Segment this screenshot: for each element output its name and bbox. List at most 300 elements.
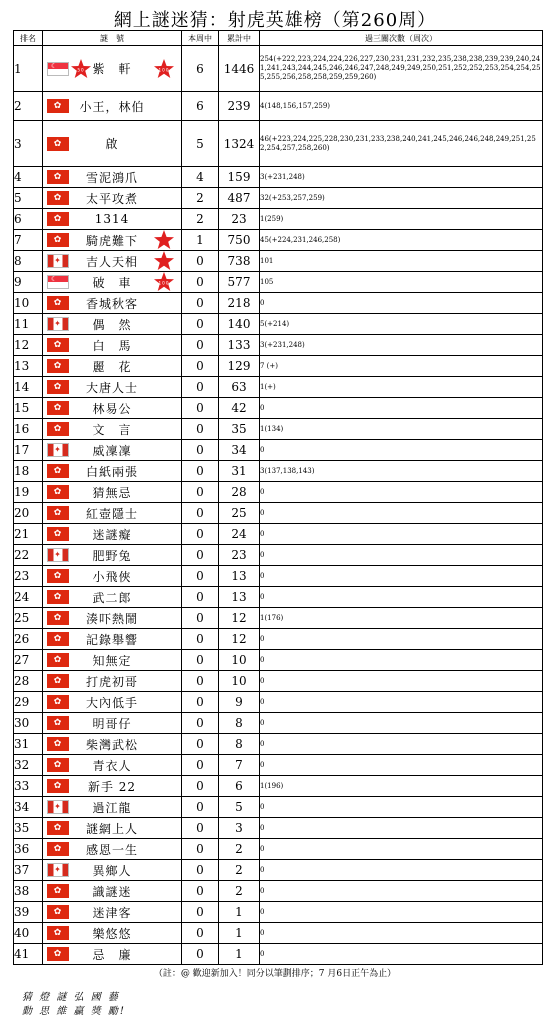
total-count-cell: 24 xyxy=(219,524,260,545)
history-cell: 0 xyxy=(260,524,543,545)
week-count-cell: 0 xyxy=(182,734,219,755)
canada-flag-icon xyxy=(47,863,69,877)
name-cell xyxy=(43,482,182,503)
player-name: 1314 xyxy=(94,212,130,226)
history-cell: 1(259) xyxy=(260,209,543,230)
player-name: 異鄉人 xyxy=(92,863,132,878)
rank-cell: 34 xyxy=(14,797,43,818)
name-cell xyxy=(43,587,182,608)
hong-kong-flag-icon xyxy=(47,170,69,184)
rank-cell: 1 xyxy=(14,46,43,92)
rank-cell: 24 xyxy=(14,587,43,608)
total-count-cell: 28 xyxy=(219,482,260,503)
table-header-row xyxy=(14,31,543,46)
total-count-cell: 239 xyxy=(219,92,260,121)
week-count-cell: 4 xyxy=(182,167,219,188)
total-count-cell: 7 xyxy=(219,755,260,776)
history-cell: 1(196) xyxy=(260,776,543,797)
rank-cell: 13 xyxy=(14,356,43,377)
total-count-cell: 31 xyxy=(219,461,260,482)
total-count-cell: 1446 xyxy=(219,46,260,92)
hong-kong-flag-icon xyxy=(47,632,69,646)
player-name: 迷謎癡 xyxy=(92,527,132,542)
hong-kong-flag-icon xyxy=(47,233,69,247)
player-name: 打虎初哥 xyxy=(85,674,138,689)
total-count-cell: 750 xyxy=(219,230,260,251)
player-name: 猜無忌 xyxy=(92,485,132,500)
name-cell xyxy=(43,461,182,482)
table-row xyxy=(14,902,543,923)
table-row xyxy=(14,377,543,398)
total-count-cell: 10 xyxy=(219,671,260,692)
canada-flag-icon xyxy=(47,548,69,562)
hong-kong-flag-icon xyxy=(47,695,69,709)
total-count-cell: 577 xyxy=(219,272,260,293)
history-cell: 1(134) xyxy=(260,419,543,440)
rank-cell: 18 xyxy=(14,461,43,482)
name-cell xyxy=(43,440,182,461)
table-row xyxy=(14,734,543,755)
star-icon xyxy=(153,230,175,251)
week-count-cell: 0 xyxy=(182,944,219,965)
name-cell xyxy=(43,335,182,356)
table-row xyxy=(14,272,543,293)
canada-flag-icon xyxy=(47,317,69,331)
week-count-cell: 0 xyxy=(182,608,219,629)
rank-cell: 22 xyxy=(14,545,43,566)
hong-kong-flag-icon xyxy=(47,99,69,113)
hong-kong-flag-icon xyxy=(47,422,69,436)
name-cell xyxy=(43,356,182,377)
hong-kong-flag-icon xyxy=(47,359,69,373)
player-name: 忌 廉 xyxy=(92,947,132,962)
history-cell: 7 (+) xyxy=(260,356,543,377)
history-cell: 0 xyxy=(260,818,543,839)
rank-cell: 37 xyxy=(14,860,43,881)
table-row xyxy=(14,923,543,944)
history-cell: 0 xyxy=(260,650,543,671)
star-50-badge xyxy=(70,58,92,80)
week-count-cell: 0 xyxy=(182,335,219,356)
rank-cell: 3 xyxy=(14,121,43,167)
history-cell: 0 xyxy=(260,734,543,755)
week-count-cell: 6 xyxy=(182,46,219,92)
total-count-cell: 8 xyxy=(219,734,260,755)
hong-kong-flag-icon xyxy=(47,296,69,310)
rank-cell: 27 xyxy=(14,650,43,671)
hong-kong-flag-icon xyxy=(47,884,69,898)
name-cell xyxy=(43,629,182,650)
player-name: 林易公 xyxy=(92,401,132,416)
total-count-cell: 42 xyxy=(219,398,260,419)
header-rank: 排名 xyxy=(14,31,43,46)
hong-kong-flag-icon xyxy=(47,137,69,151)
table-row xyxy=(14,881,543,902)
history-cell: 4(148,156,157,259) xyxy=(260,92,543,121)
hong-kong-flag-icon xyxy=(47,464,69,478)
history-cell: 0 xyxy=(260,440,543,461)
week-count-cell: 0 xyxy=(182,503,219,524)
header-total: 累計中 xyxy=(219,31,260,46)
week-count-cell: 0 xyxy=(182,629,219,650)
week-count-cell: 0 xyxy=(182,398,219,419)
history-cell: 0 xyxy=(260,398,543,419)
rank-cell: 7 xyxy=(14,230,43,251)
week-count-cell: 0 xyxy=(182,377,219,398)
history-cell: 0 xyxy=(260,293,543,314)
rank-cell: 35 xyxy=(14,818,43,839)
name-cell xyxy=(43,839,182,860)
ranking-table xyxy=(13,30,543,965)
table-row xyxy=(14,818,543,839)
week-count-cell: 0 xyxy=(182,251,219,272)
player-name: 白紙兩張 xyxy=(85,464,138,479)
player-name: 肥野兔 xyxy=(92,548,132,563)
total-count-cell: 1 xyxy=(219,923,260,944)
hong-kong-flag-icon xyxy=(47,401,69,415)
week-count-cell: 0 xyxy=(182,587,219,608)
table-row xyxy=(14,440,543,461)
rank-cell: 28 xyxy=(14,671,43,692)
player-name: 白 馬 xyxy=(92,338,132,353)
rank-cell: 4 xyxy=(14,167,43,188)
rank-cell: 29 xyxy=(14,692,43,713)
table-row xyxy=(14,692,543,713)
table-row xyxy=(14,188,543,209)
table-row xyxy=(14,356,543,377)
total-count-cell: 2 xyxy=(219,860,260,881)
total-count-cell: 738 xyxy=(219,251,260,272)
total-count-cell: 23 xyxy=(219,209,260,230)
hong-kong-flag-icon xyxy=(47,527,69,541)
star-100-badge xyxy=(153,58,175,80)
rank-cell: 36 xyxy=(14,839,43,860)
week-count-cell: 0 xyxy=(182,566,219,587)
player-name: 啟 xyxy=(105,137,119,151)
name-cell xyxy=(43,314,182,335)
history-cell: 0 xyxy=(260,944,543,965)
history-cell: 0 xyxy=(260,923,543,944)
player-name: 知無定 xyxy=(92,653,132,668)
name-cell xyxy=(43,650,182,671)
name-cell xyxy=(43,293,182,314)
history-cell: 0 xyxy=(260,587,543,608)
history-cell: 254(+222,223,224,224,226,227,230,231,231,232,235,238,238,239,239,240,241,241,243,244,245,246,246,247,248,249,249,250,251,252,252,253,254,254,255,255,256,258,258,259,259,260) xyxy=(260,46,543,92)
hong-kong-flag-icon xyxy=(47,380,69,394)
total-count-cell: 487 xyxy=(219,188,260,209)
table-row xyxy=(14,335,543,356)
player-name: 樂悠悠 xyxy=(92,926,132,941)
hong-kong-flag-icon xyxy=(47,674,69,688)
rank-cell: 19 xyxy=(14,482,43,503)
week-count-cell: 0 xyxy=(182,881,219,902)
history-cell: 105 xyxy=(260,272,543,293)
total-count-cell: 10 xyxy=(219,650,260,671)
rank-cell: 23 xyxy=(14,566,43,587)
history-cell: 45(+224,231,246,258) xyxy=(260,230,543,251)
week-count-cell: 0 xyxy=(182,461,219,482)
table-row xyxy=(14,398,543,419)
name-cell xyxy=(43,419,182,440)
table-row xyxy=(14,713,543,734)
hong-kong-flag-icon xyxy=(47,569,69,583)
rank-cell: 40 xyxy=(14,923,43,944)
player-name: 感恩一生 xyxy=(85,842,138,857)
hong-kong-flag-icon xyxy=(47,758,69,772)
total-count-cell: 63 xyxy=(219,377,260,398)
rank-cell: 15 xyxy=(14,398,43,419)
name-cell xyxy=(43,272,182,293)
history-cell: 0 xyxy=(260,902,543,923)
table-row xyxy=(14,671,543,692)
rank-cell: 41 xyxy=(14,944,43,965)
history-cell: 3(+231,248) xyxy=(260,167,543,188)
rank-cell: 10 xyxy=(14,293,43,314)
rank-cell: 16 xyxy=(14,419,43,440)
history-cell: 0 xyxy=(260,839,543,860)
week-count-cell: 6 xyxy=(182,92,219,121)
slogan-line-1: 猜 燈 謎 弘 國 藝 xyxy=(22,992,120,1003)
player-name: 小王，林伯 xyxy=(79,99,145,114)
table-row xyxy=(14,860,543,881)
player-name: 威凜凜 xyxy=(92,443,132,458)
week-count-cell: 2 xyxy=(182,188,219,209)
hong-kong-flag-icon xyxy=(47,506,69,520)
total-count-cell: 1324 xyxy=(219,121,260,167)
week-count-cell: 0 xyxy=(182,293,219,314)
name-cell xyxy=(43,860,182,881)
player-name: 文 言 xyxy=(92,422,132,437)
name-cell xyxy=(43,377,182,398)
hong-kong-flag-icon xyxy=(47,926,69,940)
total-count-cell: 25 xyxy=(219,503,260,524)
history-cell: 0 xyxy=(260,755,543,776)
star-icon xyxy=(153,251,175,272)
player-name: 青衣人 xyxy=(92,758,132,773)
table-row xyxy=(14,755,543,776)
total-count-cell: 1 xyxy=(219,902,260,923)
table-row xyxy=(14,608,543,629)
total-count-cell: 12 xyxy=(219,629,260,650)
player-name: 過江龍 xyxy=(92,800,132,815)
week-count-cell: 0 xyxy=(182,356,219,377)
total-count-cell: 133 xyxy=(219,335,260,356)
hong-kong-flag-icon xyxy=(47,779,69,793)
total-count-cell: 6 xyxy=(219,776,260,797)
table-row xyxy=(14,251,543,272)
header-history: 過三關次數（周次） xyxy=(260,31,543,46)
name-cell xyxy=(43,608,182,629)
hong-kong-flag-icon xyxy=(47,485,69,499)
header-name: 謎 號 xyxy=(43,31,182,46)
week-count-cell: 0 xyxy=(182,839,219,860)
name-cell xyxy=(43,713,182,734)
name-cell xyxy=(43,251,182,272)
player-name: 小飛俠 xyxy=(92,569,132,584)
week-count-cell: 0 xyxy=(182,419,219,440)
name-cell xyxy=(43,209,182,230)
history-cell: 0 xyxy=(260,503,543,524)
player-name: 武二郎 xyxy=(92,590,132,605)
table-row xyxy=(14,587,543,608)
history-cell: 0 xyxy=(260,566,543,587)
name-cell xyxy=(43,503,182,524)
rank-cell: 31 xyxy=(14,734,43,755)
week-count-cell: 2 xyxy=(182,209,219,230)
week-count-cell: 0 xyxy=(182,524,219,545)
star-label: 50 xyxy=(77,66,85,72)
week-count-cell: 1 xyxy=(182,230,219,251)
rank-cell: 9 xyxy=(14,272,43,293)
star-100-badge xyxy=(153,272,175,293)
name-cell xyxy=(43,923,182,944)
total-count-cell: 13 xyxy=(219,587,260,608)
rank-cell: 14 xyxy=(14,377,43,398)
hong-kong-flag-icon xyxy=(47,737,69,751)
history-cell: 3(137,138,143) xyxy=(260,461,543,482)
header-week: 本周中 xyxy=(182,31,219,46)
total-count-cell: 12 xyxy=(219,608,260,629)
rank-cell: 12 xyxy=(14,335,43,356)
total-count-cell: 34 xyxy=(219,440,260,461)
week-count-cell: 0 xyxy=(182,923,219,944)
hong-kong-flag-icon xyxy=(47,947,69,961)
table-row xyxy=(14,293,543,314)
week-count-cell: 0 xyxy=(182,902,219,923)
week-count-cell: 0 xyxy=(182,482,219,503)
history-cell: 32(+253,257,259) xyxy=(260,188,543,209)
hong-kong-flag-icon xyxy=(47,653,69,667)
table-row xyxy=(14,419,543,440)
hong-kong-flag-icon xyxy=(47,338,69,352)
total-count-cell: 5 xyxy=(219,797,260,818)
table-row xyxy=(14,46,543,92)
name-cell xyxy=(43,881,182,902)
player-name: 吉人天相 xyxy=(85,254,138,269)
total-count-cell: 3 xyxy=(219,818,260,839)
week-count-cell: 0 xyxy=(182,272,219,293)
canada-flag-icon xyxy=(47,443,69,457)
week-count-cell: 5 xyxy=(182,121,219,167)
name-cell xyxy=(43,121,182,167)
history-cell: 0 xyxy=(260,671,543,692)
history-cell: 3(+231,248) xyxy=(260,335,543,356)
week-count-cell: 0 xyxy=(182,860,219,881)
history-cell: 0 xyxy=(260,482,543,503)
rank-cell: 26 xyxy=(14,629,43,650)
table-row xyxy=(14,482,543,503)
total-count-cell: 35 xyxy=(219,419,260,440)
total-count-cell: 1 xyxy=(219,944,260,965)
player-name: 騎虎難下 xyxy=(85,233,138,248)
hong-kong-flag-icon xyxy=(47,842,69,856)
canada-flag-icon xyxy=(47,254,69,268)
rank-cell: 17 xyxy=(14,440,43,461)
table-row xyxy=(14,230,543,251)
table-row xyxy=(14,92,543,121)
table-row xyxy=(14,545,543,566)
name-cell xyxy=(43,46,182,92)
rank-cell: 11 xyxy=(14,314,43,335)
history-cell: 1(176) xyxy=(260,608,543,629)
week-count-cell: 0 xyxy=(182,671,219,692)
table-row xyxy=(14,524,543,545)
name-cell xyxy=(43,797,182,818)
name-cell xyxy=(43,902,182,923)
history-cell: 5(+214) xyxy=(260,314,543,335)
table-row xyxy=(14,650,543,671)
player-name: 謎網上人 xyxy=(85,821,138,836)
page-title: 網上謎迷猜：射虎英雄榜（第260周） xyxy=(113,10,437,31)
star-label: 100 xyxy=(158,66,170,72)
week-count-cell: 0 xyxy=(182,650,219,671)
rank-cell: 2 xyxy=(14,92,43,121)
player-name: 大內低手 xyxy=(85,695,138,710)
name-cell xyxy=(43,671,182,692)
total-count-cell: 8 xyxy=(219,713,260,734)
player-name: 新手 22 xyxy=(87,779,137,794)
name-cell xyxy=(43,776,182,797)
week-count-cell: 0 xyxy=(182,314,219,335)
player-name: 紫 軒 xyxy=(92,62,132,76)
hong-kong-flag-icon xyxy=(47,590,69,604)
name-cell xyxy=(43,92,182,121)
rank-cell: 21 xyxy=(14,524,43,545)
name-cell xyxy=(43,188,182,209)
table-row xyxy=(14,121,543,167)
player-name: 明哥仔 xyxy=(92,716,132,731)
rank-cell: 33 xyxy=(14,776,43,797)
player-name: 迷津客 xyxy=(92,905,132,920)
hong-kong-flag-icon xyxy=(47,905,69,919)
player-name: 偶 然 xyxy=(92,317,132,332)
history-cell: 0 xyxy=(260,713,543,734)
table-row xyxy=(14,797,543,818)
name-cell xyxy=(43,524,182,545)
star-label: 100 xyxy=(158,280,170,286)
hong-kong-flag-icon xyxy=(47,611,69,625)
total-count-cell: 218 xyxy=(219,293,260,314)
table-row xyxy=(14,314,543,335)
name-cell xyxy=(43,545,182,566)
history-cell: 0 xyxy=(260,629,543,650)
rank-cell: 6 xyxy=(14,209,43,230)
total-count-cell: 23 xyxy=(219,545,260,566)
name-cell xyxy=(43,944,182,965)
week-count-cell: 0 xyxy=(182,755,219,776)
rank-cell: 8 xyxy=(14,251,43,272)
player-name: 香城秋客 xyxy=(85,296,138,311)
name-cell xyxy=(43,167,182,188)
singapore-flag-icon xyxy=(47,62,69,76)
rank-cell: 25 xyxy=(14,608,43,629)
slogan-line-2: 動 思 維 贏 獎 勵! xyxy=(22,1006,126,1017)
name-cell xyxy=(43,566,182,587)
hong-kong-flag-icon xyxy=(47,191,69,205)
total-count-cell: 140 xyxy=(219,314,260,335)
week-count-cell: 0 xyxy=(182,713,219,734)
history-cell: 46(+223,224,225,228,230,231,233,238,240,241,245,246,246,248,249,251,252,254,257,258,260) xyxy=(260,121,543,167)
history-cell: 1(+) xyxy=(260,377,543,398)
player-name: 識謎迷 xyxy=(92,884,132,899)
history-cell: 0 xyxy=(260,797,543,818)
table-row xyxy=(14,566,543,587)
table-row xyxy=(14,776,543,797)
name-cell xyxy=(43,398,182,419)
player-name: 雪泥鴻爪 xyxy=(85,170,138,185)
name-cell xyxy=(43,692,182,713)
history-cell: 0 xyxy=(260,545,543,566)
